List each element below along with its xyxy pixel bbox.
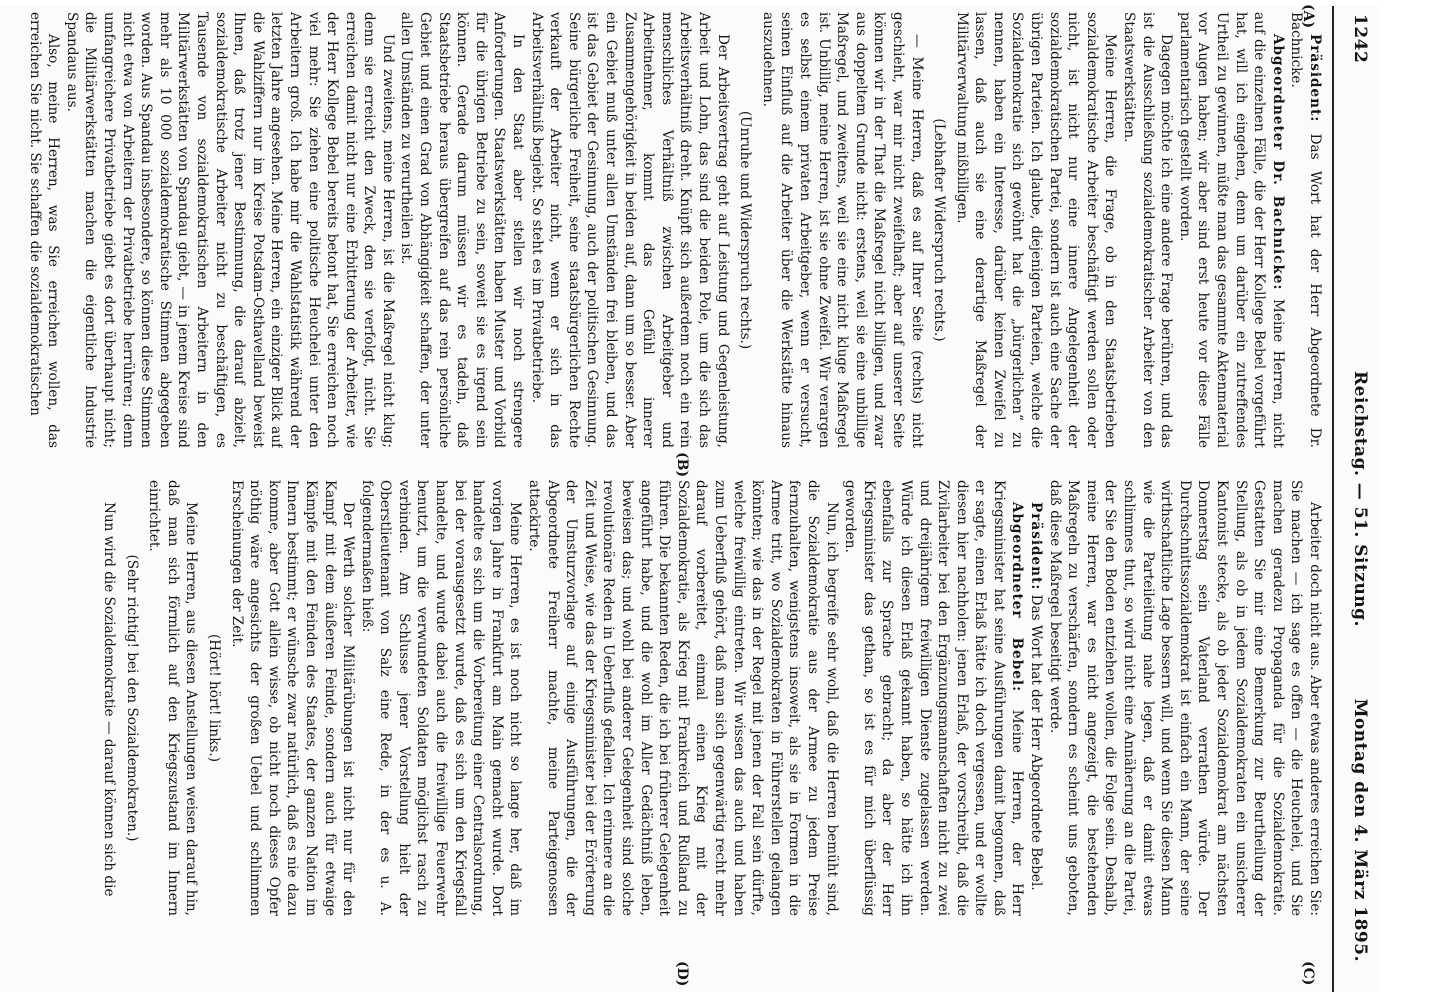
paragraph (397, 12, 527, 448)
left-column (24, 12, 1324, 448)
margin-mark-d: (D) (674, 961, 690, 987)
paragraph (1287, 12, 1324, 448)
paragraph-text: Also, meine Herren, was Sie erreichen wollen, das erreichen Sie nicht. Sie schaffen die sozialdemokratischen (26, 12, 62, 448)
paragraph (99, 480, 118, 916)
paragraph-text: Das Wort hat der Herr Abgeordnete Dr. Bachnicke. (1288, 12, 1323, 448)
session-title: Reichstag. — 51. Sitzung. (1350, 371, 1370, 627)
header-rule (1332, 6, 1334, 992)
paragraph (145, 480, 201, 916)
right-column (24, 480, 1324, 916)
paragraph-text: Arbeiter doch nicht aus. Aber etwas anderes erreichen Sie: Sie machen — ich sage es offen — die Heuchelei, und Sie machen geradezu Propaganda für die Sozialdemokratie. Gestatten Sie mir eine Bemerkung zur Beurtheilung der Stellung, als ob in jedem Sozialdemokraten ein unsicherer Kantonist stecke, als ob jeder Sozialdemokrat am nächsten Donnerstag sein Vaterland verrathen würde. Der Durchschnittssozialdemokrat ist einfach ein Mann, der seine wirthschaftliche Lage bessern will, und wenn Sie diesen Mann wie die Parteileitung nahe legen, daß er damit etwas schlimmes thut, so wird nicht eine Annäherung an die Partei, der Sie den Boden entziehen wollen, die Folge sein. Deshalb, meine Herren, war es nicht angezeigt, die bestehenden Maßregeln zu verschärfen, sondern es scheint uns geboten, daß diese Maßregel beseitigt werde. (1046, 480, 1323, 916)
margin-mark-a: (A) (1300, 4, 1316, 29)
paragraph-text: Nun wird die Sozialdemokratie — darauf können sich die (101, 502, 117, 897)
paragraph-text: Das Wort hat der Herr Abgeordnete Bebel. (1028, 594, 1045, 891)
speaker-name: Präsident: (1307, 34, 1323, 123)
paragraph (524, 480, 840, 916)
paragraph (1119, 12, 1175, 448)
page-header (1332, 6, 1380, 992)
paragraph-text: Meine Herren, aus diesen Anstellungen weisen darauf hin, daß man sich förmlich auf den Kriegszustand im Innern einrichtet. (146, 480, 200, 916)
page-number: 1242 (1350, 14, 1370, 64)
stage-direction: (Sehr richtig! bei den Sozialdemokraten.) (123, 554, 140, 842)
paragraph-text: Meine Herren, nicht auf die einzelnen Fälle, die der Herr Kollege Bebel vorgeführt hat, will ich eingehen, denn um darüber ein zutreffendes Urtheil zu gewinnen, müßte man das gesammte Aktenmaterial vor Augen haben; wir aber sind erst heute vor diese Fälle parlamentarisch gestellt worden. (1176, 12, 1286, 448)
paragraph (62, 12, 397, 448)
speaker-name: Abgeordneter Dr. Bachnicke: (1269, 34, 1286, 291)
paragraph (758, 12, 925, 448)
paragraph (227, 480, 357, 916)
stage-direction: (Hört! hört! links.) (205, 633, 222, 763)
paragraph-text: Der Arbeitsvertrag geht auf Leistung und Gegenleistung, Arbeit und Lohn, das sind die beiden Pole, um die sich das Arbeitsverhältniß dreht. Knüpft sich außerdem noch ein rein menschliches Verhältniß zwischen Arbeitgeber und Arbeitnehmer, kommt das Gefühl innerer Zusammengehörigkeit in beiden auf, dann um so besser. Aber ein Gebiet muß unter allen Umständen frei bleiben, und das ist das Gebiet der Gesinnung, auch der politischen Gesinnung. Seine bürgerliche Freiheit, seine staatsbürgerlichen Rechte verkauft der Arbeiter nicht, wenn er sich in das Arbeitsverhältniß begiebt. So steht es im Privatbetriebe. (528, 12, 731, 448)
paragraph-text: Meine Herren, es ist noch nicht so lange her, daß im vorigen Jahre in Frankfurt am Main gemacht wurde. Dort handelte es sich um die Vorbereitung einer Centralsordnung, bei der vorausgesetzt wurde, daß es sich um den Kriegsfall handelte, und wurde dabei auch die freiwillige Feuerwehr benutzt, um die verwundeten Soldaten möglichst rasch zu verbinden. Am Schlusse jener Vorstellung hielt der Oberstlieutenant von Salz eine Rede, in der es u. A. folgendermaßen hieß: (358, 480, 524, 916)
paragraph (25, 12, 62, 448)
margin-mark-c: (C) (1300, 961, 1316, 986)
paragraph-text: — Meine Herren, daß es auf Ihrer Seite (rechts) nicht geschieht, war mir nicht zweifelhaft; aber auf unserer Seite können wir in der That die Maßregel nicht billigen, und zwar aus doppeltem Grunde nicht: erstens, weil sie eine unbillige Maßregel, und zweitens, weil sie eine nicht kluge Maßregel ist. Unbillig, meine Herren, ist sie ohne Zweifel. Wir verargen es selbst einem privaten Arbeitgeber, wenn er versucht, seinen Einfluß auf die Arbeiter über die Werkstätte hinaus auszudehnen. (759, 12, 925, 448)
paragraph (1175, 12, 1287, 448)
speaker-name: Abgeordneter Bebel: (1009, 502, 1026, 693)
paragraph-text: In den Staat aber stellen wir noch strengere Anforderungen. Staatswerkstätten haben Muster und Vorbild für die übrigen Betriebe zu sein, soweit sie es irgend sein können. Gerade darum müssen wir es tadeln, daß Staatsbetriebe heraus übergreifen auf das rein persönliche Gebiet und einen Grad von Abhängigkeit schaffen, der unter allen Umständen zu verurtheilen ist. (398, 12, 527, 448)
paragraph (1045, 480, 1324, 916)
speaker-name: Präsident: (1028, 502, 1045, 591)
paragraph-text: Dagegen möchte ich eine andere Frage berühren, und das ist die Ausschließung sozialdemokratischer Arbeiter von den Staatswerkstätten. (1121, 12, 1175, 448)
session-date: Montag den 4. März 1895. (1350, 698, 1370, 962)
paragraph (357, 480, 524, 916)
paragraph (952, 12, 1119, 448)
paragraph (841, 480, 1027, 916)
scanned-page (0, 6, 1380, 992)
paragraph-text: Der Werth solcher Militärübungen ist nicht nur für den Kampf mit dem äußeren Feinde, sondern auch für etwaige Kämpfe mit den Feinden des Staates, der ganzen Nation im Innern bestimmt; er wünsche zwar natürlich, daß es nie dazu komme, aber Gott allein wisse, ob nicht noch dieses Opfer nöthig wäre angesichts der großen Uebel und schlimmen Erscheinungen der Zeit. (228, 480, 357, 916)
paragraph-text: Nun, ich begreife sehr wohl, daß die Herren bemüht sind, die Sozialdemokratie aus der Armee zu jedem Preise fernzuhalten, wenigstens insoweit, als sie in Formen in die Armee tritt, wo Sozialdemokraten in Führerstellen gelangen könnten; wie das in der Regel mit jenen der Fall sein dürfte, welche freiwillig eintreten. Wir wissen das auch und haben zum Ueberfluß gehört, daß man sich gegenwärtig recht mehr darauf vorbereitet, einmal einen Krieg mit der Sozialdemokratie, als Krieg mit Frankreich und Rußland zu führen. Die bekannten Reden, die ich bei früherer Gelegenheit angeführt habe, und die wohl im Aller Gedächtniß leben, beweisen das; und wohl bei anderer Gelegenheit sind solche revolutionäre Reden in Ueberfluß gefallen. Ich erinnere an die Zeit und Weise, wie das der Kriegsminister bei der Erörterung der Umsturzvorlage auf einige Ausführungen, die der Abgeordnete Freiherr machte, meine Parteigenossen attackirte. (526, 480, 840, 916)
margin-mark-b: (B) (674, 452, 690, 478)
stage-direction: (Lebhafter Widerspruch rechts.) (931, 118, 948, 342)
paragraph-text: Meine Herren, die Frage, ob in den Staatsbetrieben sozialdemokratische Arbeiter beschäftigt werden sollen oder nicht, ist nicht nur eine innere Angelegenheit der sozialdemokratischen Partei, sondern ist auch eine Sache der übrigen Parteien. Ich glaube, diejenigen Parteien, welche die Sozialdemokratie sich gewöhnt hat die „bürgerlichen“ zu nennen, haben ein Interesse, darüber keinen Zweifel zu lassen, daß auch sie eine derartige Maßregel der Militärverwaltung mißbilligen. (953, 12, 1119, 448)
paragraph (527, 12, 732, 448)
paragraph-text: Meine Herren, der Herr Kriegsminister hat seine Ausführungen damit begonnen, daß er sagte, einen Erlaß hätte ich doch vergessen, und er wollte diesen hier nachholen: jenen Erlaß, der vorschreibt, daß die Zivilarbeiter bei den Ergänzungsmannschaften nicht zu zwei und dreijährigem freiwilligen Dienste zugelassen werden. Würde ich diesen Erlaß gekannt haben, so hätte ich ihn ebenfalls zur Sprache gebracht; da aber der Herr Kriegsminister das gethan, so ist es für mich überflüssig geworden. (842, 480, 1026, 916)
stage-direction: (Unruhe und Widerspruch rechts.) (737, 110, 754, 350)
paragraph-text: Und zweitens, meine Herren, ist die Maßregel nicht klug; denn sie erreicht den Zweck, den sie verfolgt, nicht. Sie erreichen damit nicht nur eine Erbitterung der Arbeiter, wie der Herr Kollege Bebel bereits betont hat, Sie erreichen noch viel mehr: Sie ziehen eine politische Heuchelei unter den Arbeitern groß. Ich habe mir die Wahlstatistik während der letzten Jahre angesehen. Meine Herren, ein einziger Blick auf die Wahlziffern nur im Kreise Potsdam-Osthavelland beweist Ihnen, daß trotz jener Bestimmung, die darauf abzielt, sozialdemokratische Arbeiter nicht zu beschäftigen, es Tausende von sozialdemokratischen Arbeitern in den Militärwerkstätten von Spandau giebt, — in jenem Kreise sind mehr als 10 000 sozialdemokratische Stimmen abgegeben worden. Aus Spandau insbesondere, so können diese Stimmen nicht etwa von Arbeitern der Privatbetriebe herrühren; denn umfangreichere Privatbetriebe giebt es dort überhaupt nicht; die Militärwerkstätten machen die eigentliche Industrie Spandaus aus. (63, 12, 396, 448)
paragraph (1027, 480, 1046, 916)
